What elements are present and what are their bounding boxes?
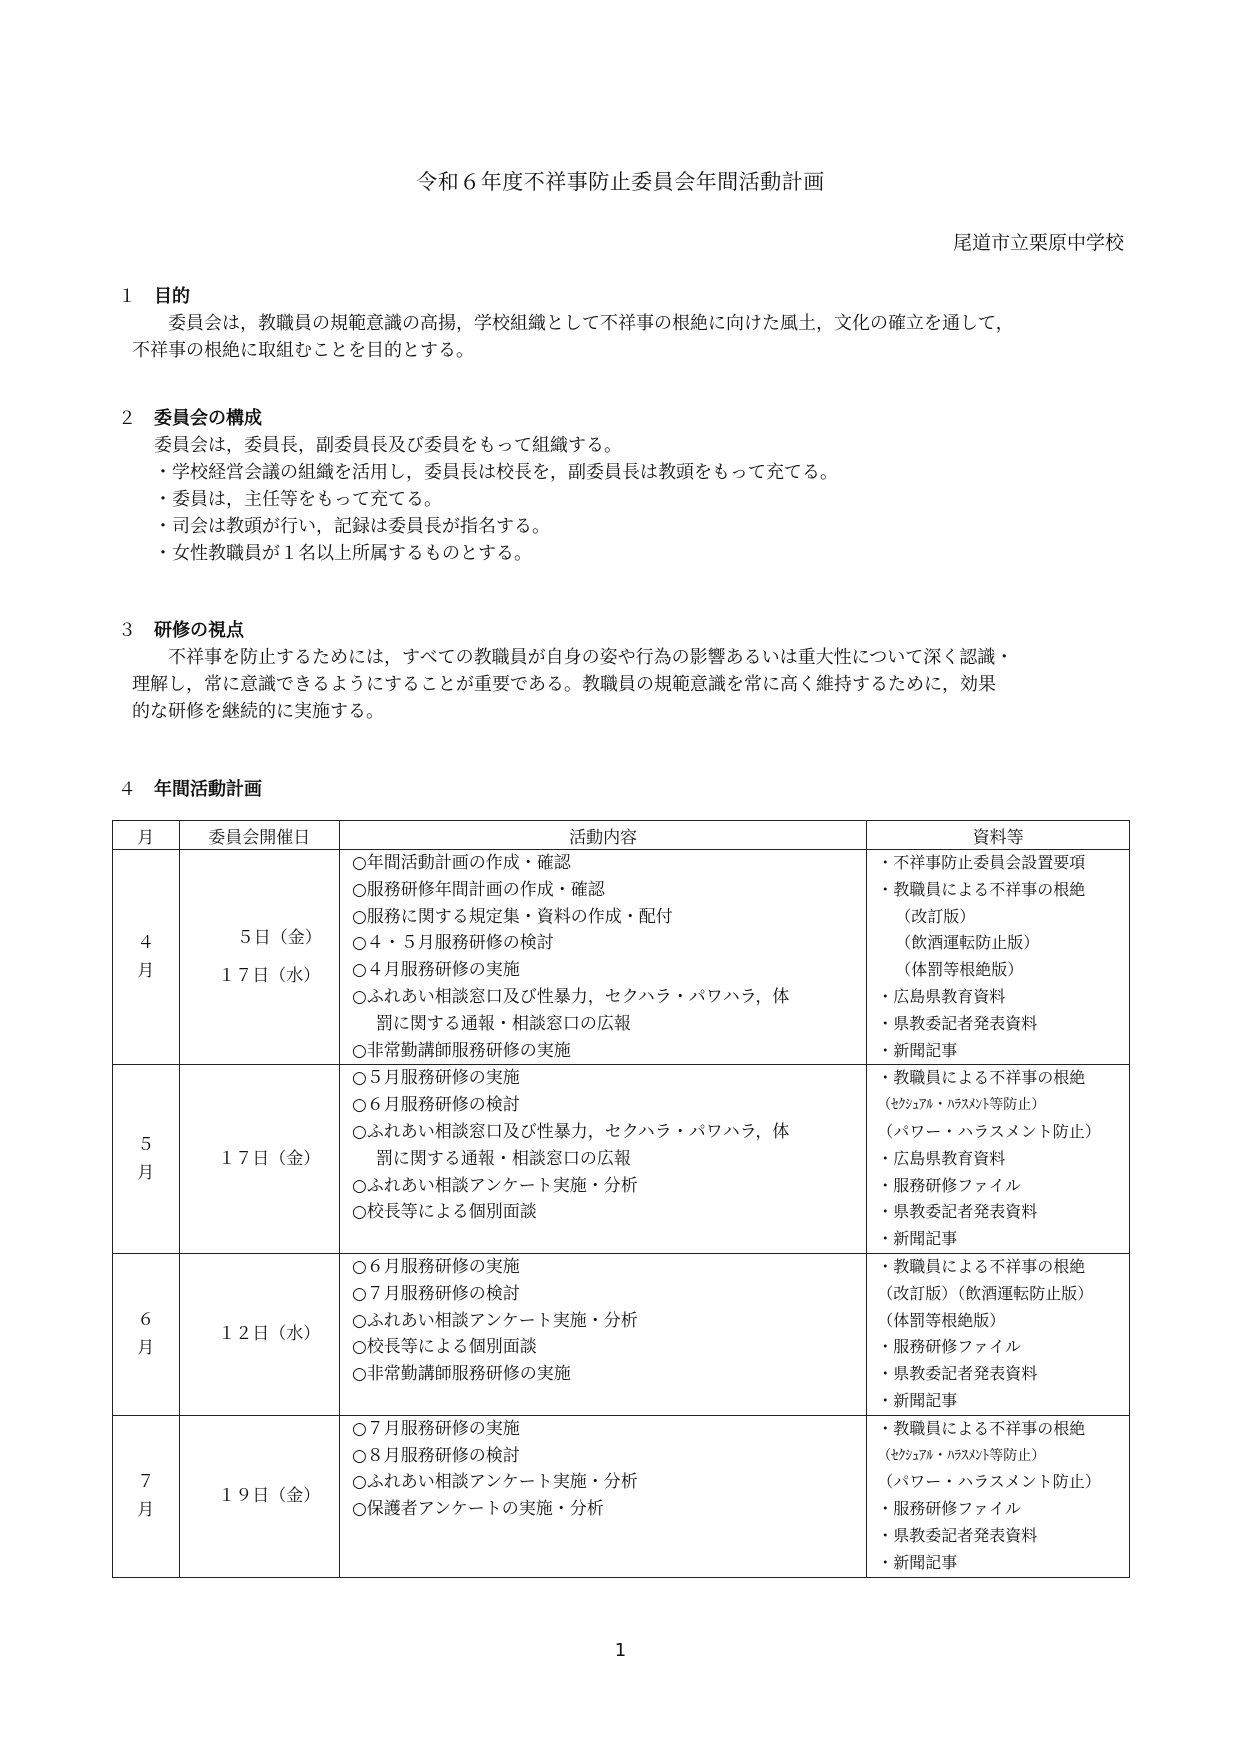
month-cell: ６ 月 <box>113 1253 180 1415</box>
month-cell: ４ 月 <box>113 850 180 1065</box>
activity-cell: ○７月服務研修の実施 ○８月服務研修の検討 ○ふれあい相談アンケート実施・分析 ○保護者アンケートの実施・分析 <box>339 1415 866 1577</box>
school-name: 尾道市立栗原中学校 <box>952 232 1124 254</box>
date-cell: １２日（水） <box>179 1253 339 1415</box>
date-cell: ５日（金） １７日（水） <box>179 850 339 1065</box>
perspective-text: 理解し，常に意識できるようにすることが重要である。教職員の規範意識を常に高く維持するために，効果 <box>132 674 996 695</box>
header-meeting-date: 委員会開催日 <box>179 821 339 850</box>
table-row <box>113 1253 1130 1415</box>
month-cell: ７ 月 <box>113 1415 180 1577</box>
annual-plan-table <box>112 820 1130 1578</box>
header-materials: 資料等 <box>867 821 1130 850</box>
section-heading: ４ 年間活動計画 <box>118 779 262 800</box>
section-purpose <box>118 283 1128 364</box>
section-training-perspective <box>118 617 1128 725</box>
table-row <box>113 1065 1130 1254</box>
materials-cell: ・教職員による不祥事の根絶 （ｾｸｼｭｱﾙ・ﾊﾗｽﾒﾝﾄ等防止） （パワー・ハラスメント防止） ・服務研修ファイル ・県教委記者発表資料 ・新聞記事 <box>867 1415 1130 1577</box>
section-heading: １ 目的 <box>118 286 190 307</box>
materials-cell: ・教職員による不祥事の根絶 （改訂版）（飲酒運転防止版） （体罰等根絶版） ・服務研修ファイル ・県教委記者発表資料 ・新聞記事 <box>867 1253 1130 1415</box>
structure-bullet: ・女性教職員が１名以上所属するものとする。 <box>154 543 532 564</box>
perspective-text: 不祥事を防止するためには，すべての教職員が自身の姿や行為の影響あるいは重大性について深く認識・ <box>168 647 1014 668</box>
materials-cell: ・教職員による不祥事の根絶 （ｾｸｼｭｱﾙ・ﾊﾗｽﾒﾝﾄ等防止） （パワー・ハラスメント防止） ・広島県教育資料 ・服務研修ファイル ・県教委記者発表資料 ・新聞記事 <box>867 1065 1130 1254</box>
purpose-text: 不祥事の根絶に取組むことを目的とする。 <box>132 340 474 361</box>
date-cell: １９日（金） <box>179 1415 339 1577</box>
activity-cell: ○６月服務研修の実施 ○７月服務研修の検討 ○ふれあい相談アンケート実施・分析 ○校長等による個別面談 ○非常勤講師服務研修の実施 <box>339 1253 866 1415</box>
section-structure <box>118 405 1128 567</box>
purpose-text: 委員会は，教職員の規範意識の高揚，学校組織として不祥事の根絶に向けた風土，文化の確立を通して， <box>168 313 1014 334</box>
section-annual-plan <box>118 776 1128 803</box>
date-cell: １７日（金） <box>179 1065 339 1254</box>
table-header-row <box>113 821 1130 850</box>
page-number: 1 <box>614 1640 627 1661</box>
section-heading: ３ 研修の視点 <box>118 620 244 641</box>
perspective-text: 的な研修を継続的に実施する。 <box>132 701 384 722</box>
activity-cell: ○５月服務研修の実施 ○６月服務研修の検討 ○ふれあい相談窓口及び性暴力，セクハラ・パワハラ，体 罰に関する通報・相談窓口の広報 ○ふれあい相談アンケート実施・分析 ○校長等による個別面談 <box>339 1065 866 1254</box>
structure-bullet: ・委員は，主任等をもって充てる。 <box>154 489 442 510</box>
structure-intro: 委員会は，委員長，副委員長及び委員をもって組織する。 <box>154 435 622 456</box>
document-title: 令和６年度不祥事防止委員会年間活動計画 <box>416 170 825 194</box>
structure-bullet: ・司会は教頭が行い，記録は委員長が指名する。 <box>154 516 550 537</box>
structure-bullet: ・学校経営会議の組織を活用し，委員長は校長を，副委員長は教頭をもって充てる。 <box>154 462 838 483</box>
header-activities: 活動内容 <box>339 821 866 850</box>
section-heading: ２ 委員会の構成 <box>118 408 262 429</box>
materials-cell: ・不祥事防止委員会設置要項 ・教職員による不祥事の根絶 （改訂版） （飲酒運転防止版） （体罰等根絶版） ・広島県教育資料 ・県教委記者発表資料 ・新聞記事 <box>867 850 1130 1065</box>
header-month: 月 <box>113 821 180 850</box>
month-cell: ５ 月 <box>113 1065 180 1254</box>
activity-cell: ○年間活動計画の作成・確認 ○服務研修年間計画の作成・確認 ○服務に関する規定集・資料の作成・配付 ○４・５月服務研修の検討 ○４月服務研修の実施 ○ふれあい相談窓口及び性暴力，セクハラ・パワハラ，体 罰に関する通報・相談窓口の広報 ○非常勤講師服務研修の実施 <box>339 850 866 1065</box>
table-row <box>113 1415 1130 1577</box>
table-row <box>113 850 1130 1065</box>
